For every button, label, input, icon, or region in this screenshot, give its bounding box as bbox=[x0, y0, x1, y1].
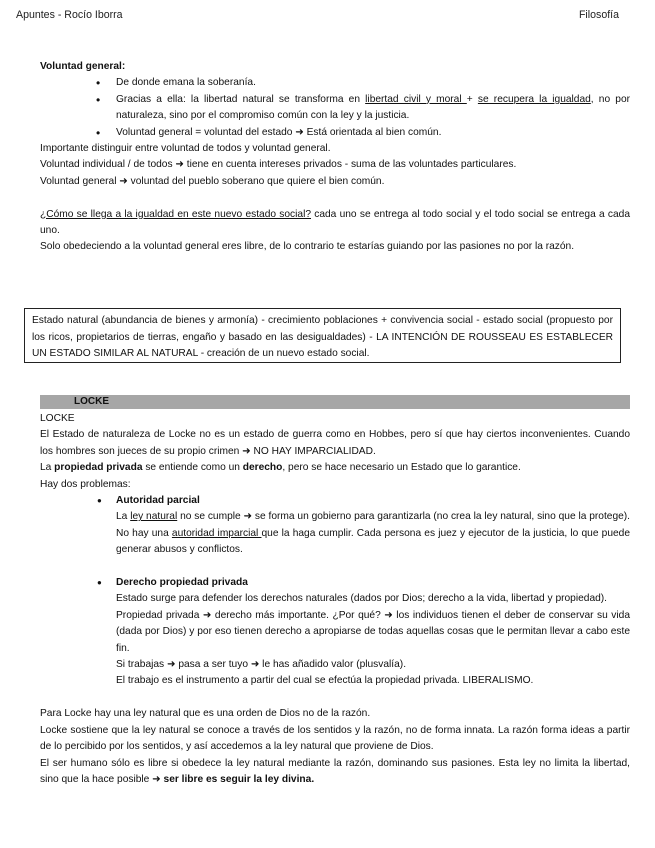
locke-final-3: El ser humano sólo es libre si obedece la ley natural mediante la razón, dominando sus pasiones. Esta ley no limita la libertad, sino que la hace posible ➜ ser libre es seguir la ley divina. bbox=[40, 757, 630, 785]
problem-derecho bbox=[40, 575, 630, 690]
voluntad-heading: Voluntad general: bbox=[40, 61, 126, 72]
locke-title: LOCKE bbox=[40, 413, 75, 424]
summary-box bbox=[24, 308, 621, 363]
voluntad-section bbox=[40, 59, 630, 256]
summary-text: Estado natural (abundancia de bienes y armonía) - crecimiento poblaciones + convivencia social - estado social (propuesto por los ricos, propietarios de tierras, engaño y basado en las desigualdades) - LA INTENCIÓN DE ROUSSEAU ES ESTABLECER UN ESTADO SIMILAR AL NATURAL - creación de un nuevo estado social. bbox=[32, 315, 613, 360]
voluntad-line-1: Importante distinguir entre voluntad de todos y voluntad general. bbox=[40, 143, 331, 155]
derecho-text-2: Propiedad privada ➜ derecho más importante. ¿Por qué? ➜ los individuos tienen el deber de conservar su vida (dada por Dios) y por eso tienen derecho a apropiarse de todas aquellas cosas que le permitan llevar a cabo este fin. bbox=[116, 609, 630, 654]
voluntad-bullets bbox=[40, 75, 630, 141]
header-subject: Filosofía bbox=[578, 9, 619, 21]
derecho-text-3: Si trabajas ➜ pasa a ser tuyo ➜ le has añadido valor (plusvalía). bbox=[116, 659, 407, 671]
locke-final-2: Locke sostiene que la ley natural se conoce a través de los sentidos y la razón, no de forma innata. La razón forma ideas a partir de lo percibido por los sentidos, y así accedemos a la ley natural que proviene de Dios. bbox=[40, 724, 630, 753]
voluntad-bullet-1: • De donde emana la soberanía. bbox=[40, 75, 630, 91]
header-author: Apuntes - Rocío Iborra bbox=[16, 9, 123, 21]
autoridad-title: ● Autoridad parcial bbox=[116, 495, 200, 507]
autoridad-text: La ley natural no se cumple ➜ se forma un gobierno para garantizarla (no crea la ley natural, sino que la protege). No hay una autoridad imparcial que la haga cumplir. Cada persona es juez y ejecutor de la justicia, lo que puede generar abusos y conflictos. bbox=[116, 511, 631, 556]
derecho-text-1: Estado surge para defender los derechos naturales (dados por Dios; derecho a la vida, libertad y propiedad). bbox=[116, 593, 607, 605]
voluntad-line-2: Voluntad individual / de todos ➜ tiene en cuenta intereses privados - suma de las voluntades particulares. bbox=[40, 159, 517, 171]
locke-section bbox=[40, 411, 630, 788]
voluntad-line-3: Voluntad general ➜ voluntad del pueblo soberano que quiere el bien común. bbox=[40, 175, 385, 187]
derecho-text-4: El trabajo es el instrumento a partir del cual se efectúa la propiedad privada. LIBERALISMO. bbox=[116, 675, 534, 687]
voluntad-bullet-2: • Gracias a ella: la libertad natural se transforma en libertad civil y moral + se recupera la igualdad, no por naturaleza, sino por el compromiso común con la ley y la justicia. bbox=[40, 92, 630, 125]
obedecer-paragraph: Solo obedeciendo a la voluntad general eres libre, de lo contrario te estarías guiando por las pasiones no por la razón. bbox=[40, 241, 575, 253]
igualdad-question: ¿Cómo se llega a la igualdad en este nuevo estado social? cada uno se entrega al todo social y el todo social se entrega a cada uno. bbox=[40, 208, 630, 237]
derecho-title: ● Derecho propiedad privada bbox=[116, 577, 248, 589]
locke-problemas: Hay dos problemas: bbox=[40, 478, 131, 490]
locke-final-1: Para Locke hay una ley natural que es una orden de Dios no de la razón. bbox=[40, 708, 371, 720]
problem-autoridad bbox=[40, 493, 630, 575]
locke-propiedad: La propiedad privada se entiende como un derecho, pero se hace necesario un Estado que lo garantice. bbox=[40, 462, 521, 474]
locke-section-bar: LOCKE bbox=[40, 395, 630, 409]
locke-intro: El Estado de naturaleza de Locke no es un estado de guerra como en Hobbes, pero sí que hay ciertos inconvenientes. Cuando los hombres son jueces de su propio crimen ➜ NO HAY IMPARCIALIDAD. bbox=[40, 429, 630, 457]
voluntad-bullet-3: • Voluntad general = voluntad del estado ➜ Está orientada al bien común. bbox=[40, 125, 630, 141]
locke-problem-list bbox=[40, 493, 630, 690]
